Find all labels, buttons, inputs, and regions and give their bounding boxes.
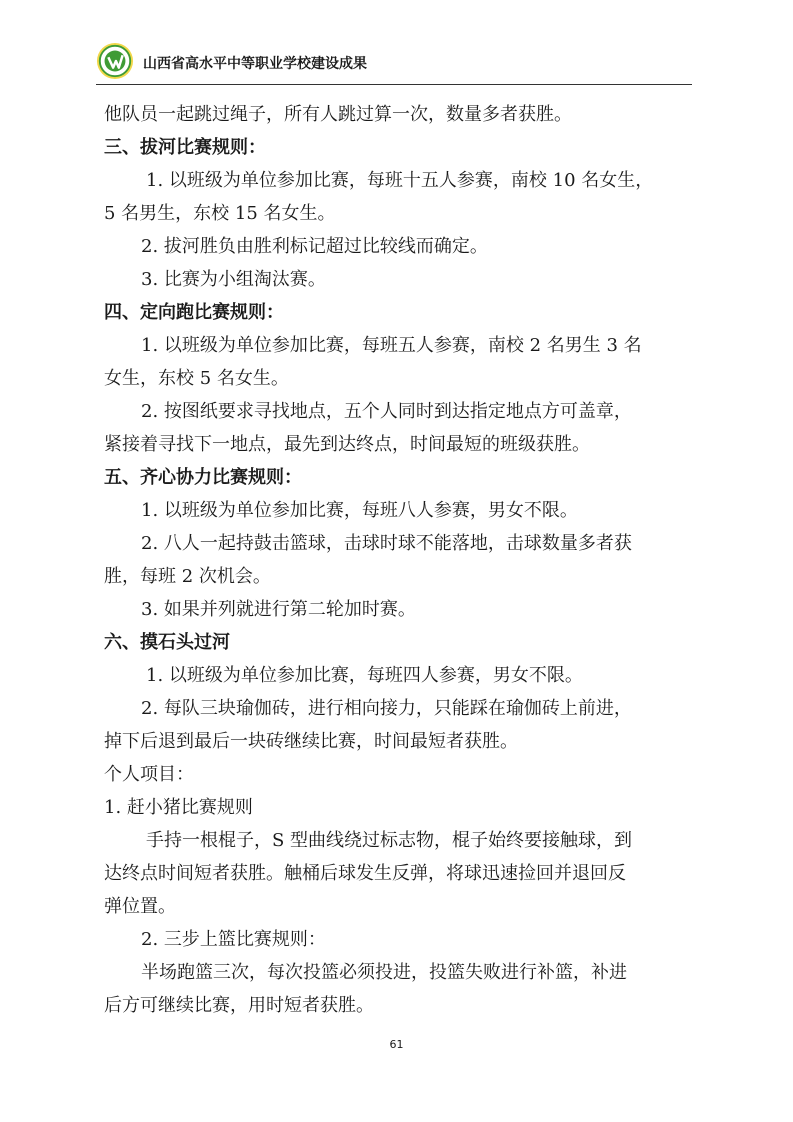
text-line: 3. 比赛为小组淘汰赛。	[141, 269, 326, 290]
text-line: 掉下后退到最后一块砖继续比赛，时间最短者获胜。	[104, 731, 518, 752]
text-line: 手持一根棍子，S 型曲线绕过标志物，棍子始终要接触球，到	[146, 830, 633, 851]
text-line: 弹位置。	[104, 896, 176, 917]
text-line: 后方可继续比赛，用时短者获胜。	[104, 995, 374, 1016]
header-title: 山西省高水平中等职业学校建设成果	[143, 56, 367, 72]
text-line: 胜，每班 2 次机会。	[104, 566, 271, 587]
section-heading: 三、拔河比赛规则：	[104, 137, 266, 158]
school-emblem-icon	[96, 42, 134, 80]
text-line: 1. 以班级为单位参加比赛，每班八人参赛，男女不限。	[141, 500, 578, 521]
page-number: 61	[389, 1038, 404, 1051]
text-line: 他队员一起跳过绳子，所有人跳过算一次，数量多者获胜。	[104, 104, 572, 125]
text-line: 半场跑篮三次，每次投篮必须投进，投篮失败进行补篮，补进	[141, 962, 627, 983]
text-line: 个人项目：	[104, 764, 194, 785]
text-line: 2. 按图纸要求寻找地点，五个人同时到达指定地点方可盖章，	[141, 401, 632, 422]
text-line: 达终点时间短者获胜。触桶后球发生反弹，将球迅速捡回并退回反	[104, 863, 626, 884]
section-heading: 五、齐心协力比赛规则：	[104, 467, 302, 488]
text-line: 女生，东校 5 名女生。	[104, 368, 289, 389]
text-line: 5 名男生，东校 15 名女生。	[104, 203, 336, 224]
text-line: 3. 如果并列就进行第二轮加时赛。	[141, 599, 416, 620]
text-line: 2. 三步上篮比赛规则：	[141, 929, 326, 950]
text-line: 紧接着寻找下一地点，最先到达终点，时间最短的班级获胜。	[104, 434, 590, 455]
text-line: 2. 拔河胜负由胜利标记超过比较线而确定。	[141, 236, 488, 257]
text-line: 1. 以班级为单位参加比赛，每班十五人参赛，南校 10 名女生，	[146, 170, 654, 191]
section-heading: 四、定向跑比赛规则：	[104, 302, 284, 323]
text-line: 1. 以班级为单位参加比赛，每班五人参赛，南校 2 名男生 3 名	[141, 335, 642, 356]
text-line: 1. 以班级为单位参加比赛，每班四人参赛，男女不限。	[146, 665, 583, 686]
text-line: 2. 每队三块瑜伽砖，进行相向接力，只能踩在瑜伽砖上前进，	[141, 698, 632, 719]
header-divider	[96, 84, 692, 85]
section-heading: 六、摸石头过河	[104, 632, 230, 653]
text-line: 1. 赶小猪比赛规则	[104, 797, 253, 818]
page-header	[96, 40, 692, 86]
text-line: 2. 八人一起持鼓击篮球，击球时球不能落地，击球数量多者获	[141, 533, 632, 554]
